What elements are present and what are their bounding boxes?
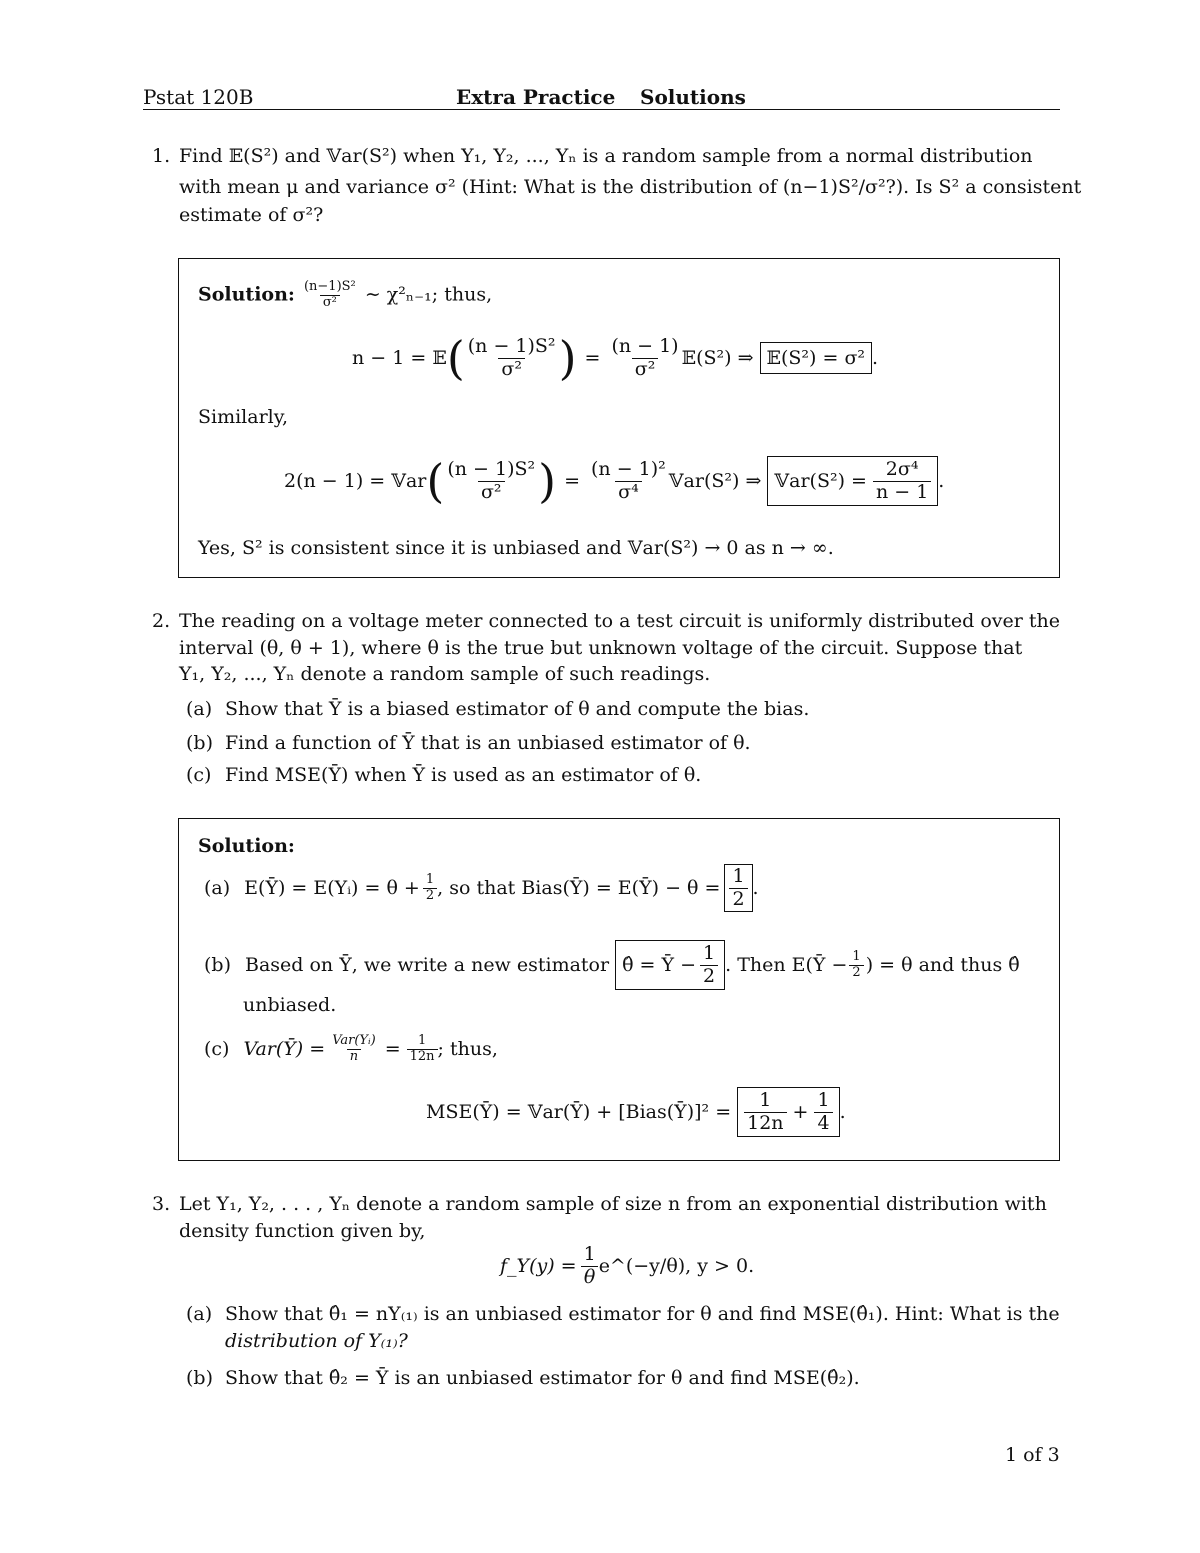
fraction-numerator: 1 [852, 948, 861, 964]
problem-2-line-1: The reading on a voltage meter connected to a test circuit is uniformly distributed over the [179, 610, 1061, 632]
solution-1-label: Solution: [198, 283, 295, 306]
estimator-fraction [700, 943, 718, 988]
header-rule [143, 109, 1060, 110]
part-c-text-post: ; thus, [437, 1038, 498, 1060]
half-fraction [423, 873, 437, 904]
density-lhs: f_Y(y) = [500, 1255, 577, 1277]
part-a-text-mid: , so that Bias(Ȳ) = E(Ȳ) − θ = [437, 877, 721, 899]
equals-sign: = [384, 1038, 401, 1060]
fraction-numerator: 1 [817, 1088, 830, 1111]
course-code: Pstat 120B [143, 85, 254, 109]
fraction-denominator: 4 [814, 1112, 832, 1135]
problem-3-part-b-label: (b) [186, 1367, 213, 1389]
document-subtitle: Solutions [640, 85, 746, 109]
part-b-text-post: ) = θ and thus θ̂ [865, 954, 1020, 976]
fraction-numerator: (n−1)S² [303, 279, 356, 294]
fraction-denominator: 2 [849, 965, 863, 981]
eq2-fraction-2 [588, 459, 669, 504]
document-title: Extra Practice [456, 85, 616, 109]
page-number: 1 of 3 [1005, 1444, 1060, 1466]
eq2-fraction-1 [444, 459, 538, 504]
eq1-boxed-result: 𝔼(S²) = σ² [760, 342, 873, 374]
right-paren: ) [538, 454, 557, 508]
fraction-denominator: 2 [423, 888, 437, 904]
eq2-lhs: 2(n − 1) = 𝕍ar [284, 470, 427, 492]
eq1-rest: 𝔼(S²) ⇒ [681, 347, 754, 369]
fraction-numerator: Var(Yᵢ) [332, 1032, 376, 1048]
problem-2-part-a-text: Show that Ȳ is a biased estimator of θ and compute the bias. [225, 698, 810, 720]
problem-2-part-a-label: (a) [186, 698, 213, 720]
solution-1-equation-1 [352, 328, 878, 388]
fraction-denominator: 12n [407, 1049, 438, 1065]
fraction-denominator: n − 1 [873, 481, 931, 504]
solution-2-label: Solution: [198, 835, 295, 857]
solution-1-intro-fraction [301, 280, 359, 311]
problem-1-line-2: with mean μ and variance σ² (Hint: What is the distribution of (n−1)S²/σ²?). Is S² a consistent [179, 176, 1082, 198]
fraction-numerator: (n − 1)S² [447, 457, 536, 480]
period: . [839, 1101, 846, 1123]
eq1-fraction-2 [608, 336, 681, 381]
solution-1-equation-2 [284, 450, 944, 512]
fraction-denominator: 2 [729, 888, 747, 911]
equals-sign: = [564, 470, 581, 492]
equals-sign: = [584, 347, 601, 369]
fraction-denominator: θ [581, 1266, 598, 1289]
solution-2-mse-equation [426, 1082, 846, 1142]
boxed-lhs: 𝕍ar(S²) = [774, 470, 867, 492]
eq1-fraction-1 [465, 336, 559, 381]
eq2-boxed-fraction [873, 459, 931, 504]
problem-2-number: 2. [152, 610, 171, 632]
mse-lhs: MSE(Ȳ) = 𝕍ar(Ȳ) + [Bias(Ȳ)]² = [426, 1101, 732, 1123]
problem-3-density-equation [500, 1238, 754, 1294]
bias-fraction [729, 866, 747, 911]
fraction-numerator: (n − 1)² [591, 457, 666, 480]
half-fraction [849, 950, 863, 981]
fraction-numerator: 1 [425, 871, 435, 887]
solution-1-intro-rest: ∼ χ²ₙ₋₁; thus, [364, 283, 493, 306]
fraction-denominator: n [347, 1049, 361, 1065]
boxed-lhs: θ̂ = Ȳ − [622, 954, 697, 976]
right-paren: ) [558, 331, 577, 385]
solution-1-similarly: Similarly, [198, 406, 288, 428]
fraction-denominator: 12n [744, 1112, 786, 1135]
problem-1-line-3: estimate of σ²? [179, 204, 324, 226]
eq2-rest: 𝕍ar(S²) ⇒ [668, 470, 762, 492]
problem-1-number: 1. [152, 145, 171, 167]
problem-3-line-1: Let Y₁, Y₂, . . . , Yₙ denote a random sample of size n from an exponential distribution with [179, 1193, 1047, 1215]
fraction-denominator: σ² [320, 295, 340, 311]
problem-3-part-a-text: Show that θ̂₁ = nY₍₁₎ is an unbiased estimator for θ and find MSE(θ̂₁). Hint: What is the [225, 1303, 1060, 1325]
plus-sign: + [792, 1101, 809, 1123]
problem-3-number: 3. [152, 1193, 171, 1215]
variance-result-fraction [407, 1034, 438, 1065]
problem-3-part-a-text-2: distribution of Y₍₁₎? [225, 1330, 408, 1352]
density-fraction [581, 1244, 599, 1289]
solution-2-part-b [204, 935, 1020, 995]
fraction-numerator: 2σ⁴ [885, 457, 919, 480]
solution-2-part-a [204, 860, 759, 916]
fraction-numerator: (n − 1) [611, 334, 679, 357]
problem-1-line-1: Find 𝔼(S²) and 𝕍ar(S²) when Y₁, Y₂, ..., Yₙ is a random sample from a normal distribution [179, 145, 1033, 167]
problem-2-part-c-text: Find MSE(Ȳ) when Ȳ is used as an estimator of θ. [225, 764, 702, 786]
fraction-numerator: 1 [732, 864, 745, 887]
left-paren: ( [426, 454, 445, 508]
fraction-denominator: σ² [478, 481, 505, 504]
fraction-numerator: (n − 1)S² [467, 334, 556, 357]
part-b-text-post-pre: . Then E(Ȳ − [725, 954, 848, 976]
part-a-text-pre: E(Ȳ) = E(Yᵢ) = θ + [244, 877, 420, 899]
solution-1-conclusion: Yes, S² is consistent since it is unbiased and 𝕍ar(S²) → 0 as n → ∞. [198, 537, 834, 559]
problem-2-part-b-text: Find a function of Ȳ that is an unbiased estimator of θ. [225, 732, 751, 754]
eq2-boxed-result [767, 456, 938, 507]
mse-fraction-2 [814, 1090, 832, 1135]
fraction-numerator: 1 [583, 1242, 596, 1265]
period: . [752, 877, 759, 899]
part-label: (a) [204, 877, 231, 899]
fraction-denominator: 2 [700, 965, 718, 988]
part-b-text-pre: Based on Ȳ, we write a new estimator [245, 954, 610, 976]
part-c-text-pre: Var(Ȳ) = [243, 1038, 326, 1060]
part-label: (b) [204, 954, 231, 976]
problem-3-part-b-text: Show that θ̂₂ = Ȳ is an unbiased estimator for θ and find MSE(θ̂₂). [225, 1367, 860, 1389]
mse-fraction-1 [744, 1090, 786, 1135]
period: . [872, 347, 879, 369]
fraction-numerator: 1 [759, 1088, 772, 1111]
solution-2-part-b-line-2: unbiased. [243, 994, 337, 1016]
fraction-denominator: σ⁴ [615, 481, 642, 504]
fraction-numerator: 1 [703, 941, 716, 964]
solution-1-intro [198, 280, 492, 311]
problem-2-line-3: Y₁, Y₂, ..., Yₙ denote a random sample of such readings. [179, 663, 711, 685]
bias-boxed-result [724, 864, 752, 913]
problem-2-part-b-label: (b) [186, 732, 213, 754]
fraction-numerator: 1 [417, 1032, 427, 1048]
estimator-boxed-result [615, 940, 725, 991]
variance-fraction [329, 1034, 379, 1065]
left-paren: ( [446, 331, 465, 385]
problem-2-line-2: interval (θ, θ + 1), where θ is the true but unknown voltage of the circuit. Suppose that [179, 637, 1023, 659]
density-rest: e^(−y/θ), y > 0. [598, 1255, 755, 1277]
problem-2-part-c-label: (c) [186, 764, 212, 786]
eq1-lhs: n − 1 = 𝔼 [352, 347, 447, 369]
part-label: (c) [204, 1038, 230, 1060]
mse-boxed-result [737, 1087, 839, 1138]
problem-3-part-a-label: (a) [186, 1303, 213, 1325]
solution-2-part-c [204, 1026, 498, 1072]
fraction-denominator: σ² [632, 358, 659, 381]
period: . [938, 470, 945, 492]
fraction-denominator: σ² [498, 358, 525, 381]
problem-3-line-2: density function given by, [179, 1220, 426, 1242]
